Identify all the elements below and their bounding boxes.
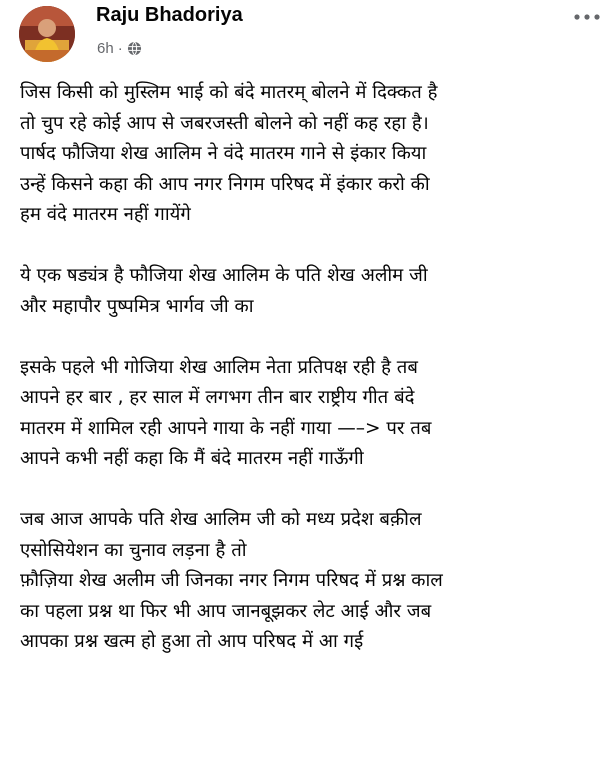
post-line: जिस किसी को मुस्लिम भाई को बंदे मातरम् बोलने में दिक्कत है — [20, 82, 438, 103]
avatar-photo — [19, 6, 75, 62]
post-line: उन्हें किसने कहा की आप नगर निगम परिषद में इंकार करो की — [20, 173, 430, 195]
post-line: मातरम में शामिल रही आपने गाया के नहीं गाया —–> पर तब — [20, 417, 432, 439]
post-line: और महापौर पुष्पमित्र भार्गव जी का — [20, 295, 254, 317]
author-name[interactable]: Raju Bhadoriya — [96, 4, 243, 26]
author-avatar[interactable] — [19, 6, 75, 62]
post-line: आपने कभी नहीं कहा कि मैं बंदे मातरम नहीं गाऊँगी — [20, 448, 364, 469]
more-options-icon[interactable] — [572, 10, 602, 24]
post-line: आपने हर बार , हर साल में लगभग तीन बार राष्ट्रीय गीत बंदे — [20, 387, 415, 408]
paragraph — [20, 353, 608, 475]
post-body — [20, 78, 608, 658]
post-line: हम वंदे मातरम नहीं गायेंगे — [20, 204, 191, 225]
post-line: आपका प्रश्न खत्म हो हुआ तो आप परिषद में आ गई — [20, 631, 364, 652]
post-header — [0, 0, 616, 66]
paragraph-gap — [20, 231, 608, 262]
post-line: इसके पहले भी गोजिया शेख आलिम नेता प्रतिपक्ष रही है तब — [20, 356, 418, 378]
post-line: एसोसियेशन का चुनाव लड़ना है तो — [20, 539, 247, 561]
post-line: जब आज आपके पति शेख आलिम जी को मध्य प्रदेश बक़ील — [20, 509, 422, 530]
post-timestamp[interactable]: 6h — [97, 40, 114, 57]
post-line: फ़ौज़िया शेख अलीम जी जिनका नगर निगम परिषद में प्रश्न काल — [20, 570, 443, 591]
paragraph — [20, 261, 608, 322]
post-line: पार्षद फौजिया शेख आलिम ने वंदे मातरम गाने से इंकार किया — [20, 143, 427, 164]
paragraph — [20, 78, 608, 231]
post-line: तो चुप रहे कोई आप से जबरजस्ती बोलने को नहीं कह रहा है। — [20, 112, 429, 134]
post-line: ये एक षड्यंत्र है फौजिया शेख आलिम के पति शेख अलीम जी — [20, 265, 428, 286]
globe-icon[interactable] — [127, 41, 142, 56]
meta-separator: · — [117, 40, 123, 57]
paragraph-gap — [20, 322, 608, 353]
paragraph-gap — [20, 475, 608, 506]
paragraph — [20, 505, 608, 658]
post-meta — [97, 40, 142, 57]
post-line: का पहला प्रश्न था फिर भी आप जानबूझकर लेट आई और जब — [20, 600, 432, 622]
